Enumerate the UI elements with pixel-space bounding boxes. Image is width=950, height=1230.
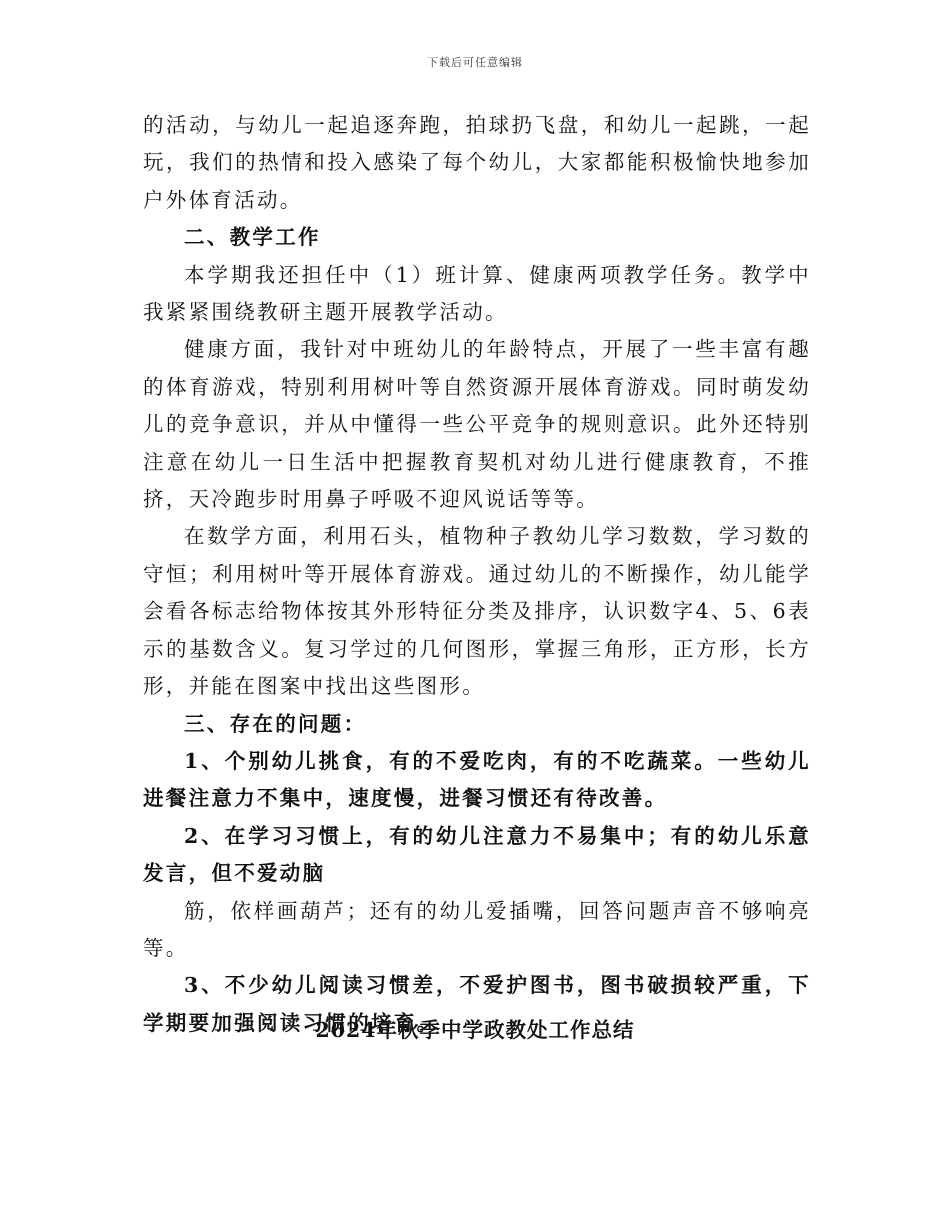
problem-item-1: 1、个别幼儿挑食，有的不爱吃肉，有的不吃蔬菜。一些幼儿进餐注意力不集中，速度慢，进餐习惯还有待改善。 [143,748,811,811]
problem-item-2: 2、在学习习惯上，有的幼儿注意力不易集中；有的幼儿乐意发言，但不爱动脑 [143,823,811,886]
document-body [143,107,811,1042]
paragraph-math: 在数学方面，利用石头，植物种子教幼儿学习数数，学习数的守恒；利用树叶等开展体育游戏。通过幼儿的不断操作，幼儿能学会看各标志给物体按其外形特征分类及排序，认识数字4、5、6表示的基数含义。复习学过的几何图形，掌握三角形，正方形，长方形，并能在图案中找出这些图形。 [143,524,811,699]
paragraph-teaching-tasks: 本学期我还担任中（1）班计算、健康两项教学任务。教学中我紧紧围绕教研主题开展教学活动。 [143,262,811,325]
problem-item-3: 3、不少幼儿阅读习惯差，不爱护图书，图书破损较严重，下学期要加强阅读习惯的培育。 [143,973,811,1035]
header-note: 下载后可任意编辑 [427,56,523,69]
paragraph-activities: 的活动，与幼儿一起追逐奔跑，拍球扔飞盘，和幼儿一起跳，一起玩，我们的热情和投入感染了每个幼儿，大家都能积极愉快地参加户外体育活动。 [143,113,811,212]
section-heading-teaching: 二、教学工作 [184,225,321,250]
problem-item-2-continued: 筋，依样画葫芦；还有的幼儿爱插嘴，回答问题声音不够响亮等。 [143,898,811,960]
section-heading-problems: 三、存在的问题： [184,711,367,736]
next-document-title: 2024年秋季中学政教处工作总结 [315,1018,635,1042]
paragraph-health: 健康方面，我针对中班幼儿的年龄特点，开展了一些丰富有趣的体育游戏，特别利用树叶等自然资源开展体育游戏。同时萌发幼儿的竞争意识，并从中懂得一些公平竞争的规则意识。此外还特别注意在幼儿一日生活中把握教育契机对幼儿进行健康教育，不推挤，天冷跑步时用鼻子呼吸不迎风说话等等。 [143,337,811,512]
